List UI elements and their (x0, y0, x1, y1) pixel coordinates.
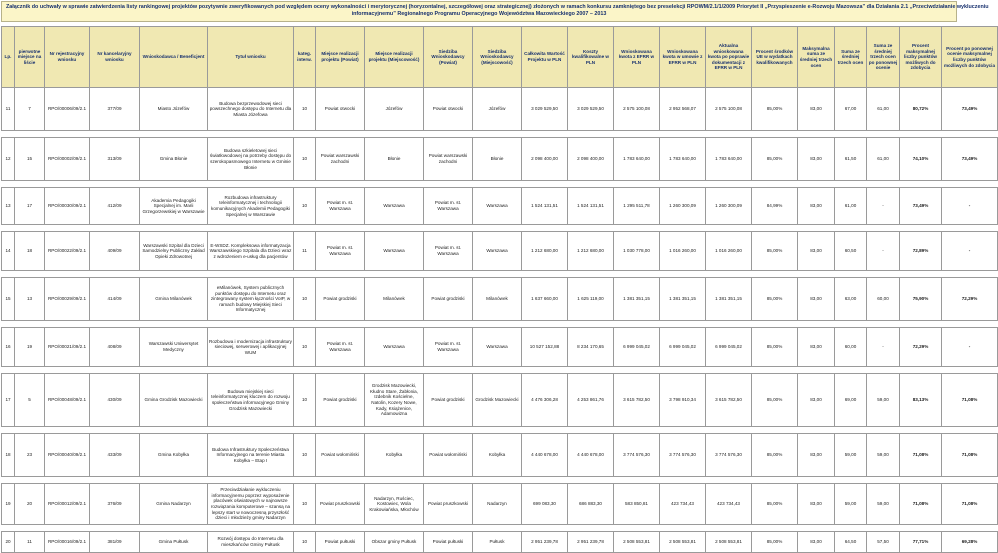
contract-efrr: 1 260 300,09 (660, 188, 706, 225)
project-title: Rozbudowa i modernizacja infrastruktury sieciowej, serwerowej i aplikacyjnej WUM (208, 328, 294, 367)
contract-efrr: 423 734,43 (660, 484, 706, 525)
project-locality: Warszawa (365, 328, 424, 367)
applicant-powiat: Powiat m. st. Warszawa (424, 188, 473, 225)
row-gap (2, 427, 998, 434)
column-header: Całkowita Wartość Projektu w PLN (522, 27, 568, 88)
ranking-table (1, 26, 998, 553)
original-position: 13 (15, 278, 45, 321)
score-percent-reassessed: - (942, 232, 998, 271)
eu-percent: 85,00% (752, 532, 798, 553)
max-score: 83,00 (798, 88, 835, 131)
row-number: 13 (2, 188, 15, 225)
column-header: Nr kancelaryjny wniosku (90, 27, 140, 88)
contract-efrr: 6 999 045,02 (660, 328, 706, 367)
project-powiat: Powiat otwocki (316, 88, 365, 131)
requested-efrr: 1 783 640,00 (614, 138, 660, 181)
applicant-powiat: Powiat grodziski (424, 374, 473, 427)
score-sum: 69,00 (835, 374, 867, 427)
requested-efrr: 3 774 576,30 (614, 434, 660, 477)
score-sum: 67,00 (835, 88, 867, 131)
current-efrr: 2 508 553,81 (706, 532, 752, 553)
applicant-powiat: Powiat m. st. Warszawa (424, 328, 473, 367)
requested-efrr: 1 030 778,00 (614, 232, 660, 271)
total-value: 1 212 680,00 (522, 232, 568, 271)
score-percent-reassessed: 69,28% (942, 532, 998, 553)
eu-percent: 84,99% (752, 188, 798, 225)
score-sum: 60,50 (835, 232, 867, 271)
registration-number: RPO/00048/09/2.1 (45, 374, 90, 427)
row-gap (2, 525, 998, 532)
total-value: 4 440 678,00 (522, 434, 568, 477)
applicant-powiat: Powiat pruszkowski (424, 484, 473, 525)
original-position: 11 (15, 532, 45, 553)
score-percent: 75,90% (900, 278, 942, 321)
intervention-category: 10 (294, 434, 316, 477)
requested-efrr: 2 508 553,81 (614, 532, 660, 553)
project-locality: Kobyłka (365, 434, 424, 477)
intervention-category: 11 (294, 232, 316, 271)
score-sum-reassessed: - (867, 328, 900, 367)
requested-efrr: 583 850,81 (614, 484, 660, 525)
score-percent-reassessed: 71,08% (942, 374, 998, 427)
row-number: 18 (2, 434, 15, 477)
eligible-costs: 2 951 239,78 (568, 532, 614, 553)
table-row (2, 484, 998, 525)
eligible-costs: 686 883,30 (568, 484, 614, 525)
score-percent: 74,10% (900, 138, 942, 181)
intervention-category: 10 (294, 484, 316, 525)
column-header: Miejsce realizacji projektu (Powiat) (316, 27, 365, 88)
applicant-name: Gmina Milanówek (140, 278, 208, 321)
project-locality: Milanówek (365, 278, 424, 321)
registration-number: RPO/00030/09/2.1 (45, 188, 90, 225)
max-score: 83,00 (798, 138, 835, 181)
requested-efrr: 6 999 045,02 (614, 328, 660, 367)
column-header: Siedziba Wnioskodawcy (Powiat) (424, 27, 473, 88)
column-header: Lp. (2, 27, 15, 88)
intervention-category: 10 (294, 374, 316, 427)
project-title: Rozwój dostępu do Internetu dla mieszkańców Gminy Pułtusk (208, 532, 294, 553)
score-sum-reassessed: 61,00 (867, 88, 900, 131)
row-gap (2, 271, 998, 278)
office-number: 377/09 (90, 88, 140, 131)
registration-number: RPO/00022/09/2.1 (45, 232, 90, 271)
eligible-costs: 4 253 861,76 (568, 374, 614, 427)
original-position: 15 (15, 138, 45, 181)
score-sum-reassessed: 60,00 (867, 278, 900, 321)
eu-percent: 85,00% (752, 232, 798, 271)
score-percent: 71,08% (900, 434, 942, 477)
applicant-name: Gmina Kobyłka (140, 434, 208, 477)
total-value: 3 029 529,50 (522, 88, 568, 131)
score-sum-reassessed: 59,00 (867, 374, 900, 427)
current-efrr: 1 783 640,00 (706, 138, 752, 181)
eu-percent: 85,00% (752, 484, 798, 525)
eu-percent: 85,00% (752, 374, 798, 427)
score-percent-reassessed: 71,08% (942, 484, 998, 525)
applicant-name: Akademia Pedagogiki Specjalnej im. Marii Grzegorzewskiej w Warszawie (140, 188, 208, 225)
project-title: Budowa Infrastruktury Społeczeństwa Informacyjnego na terenie Miasta Kobyłka – Etap I (208, 434, 294, 477)
applicant-powiat: Powiat otwocki (424, 88, 473, 131)
contract-efrr: 2 508 553,81 (660, 532, 706, 553)
eligible-costs: 4 440 678,00 (568, 434, 614, 477)
contract-efrr: 1 381 351,15 (660, 278, 706, 321)
applicant-name: Gmina Błonie (140, 138, 208, 181)
requested-efrr: 3 615 782,50 (614, 374, 660, 427)
current-efrr: 1 016 260,00 (706, 232, 752, 271)
requested-efrr: 1 295 511,78 (614, 188, 660, 225)
score-percent: 73,49% (900, 188, 942, 225)
score-percent-reassessed: 73,49% (942, 138, 998, 181)
column-header: Miejsce realizacji projektu (Miejscowość) (365, 27, 424, 88)
project-powiat: Powiat m. st. Warszawa (316, 232, 365, 271)
office-number: 313/09 (90, 138, 140, 181)
office-number: 409/09 (90, 232, 140, 271)
row-gap (2, 225, 998, 232)
applicant-name: Gmina Pułtusk (140, 532, 208, 553)
project-locality: Błonie (365, 138, 424, 181)
row-number: 17 (2, 374, 15, 427)
row-number: 12 (2, 138, 15, 181)
current-efrr: 1 381 351,15 (706, 278, 752, 321)
total-value: 10 527 152,88 (522, 328, 568, 367)
score-sum-reassessed: - (867, 232, 900, 271)
registration-number: RPO/00016/09/2.1 (45, 532, 90, 553)
score-sum: 60,00 (835, 328, 867, 367)
eligible-costs: 8 234 170,65 (568, 328, 614, 367)
total-value: 4 476 306,28 (522, 374, 568, 427)
applicant-name: Warszawski Uniwersytet Medyczny (140, 328, 208, 367)
project-powiat: Powiat m. st. Warszawa (316, 328, 365, 367)
project-title: Rozbudowa infrastruktury teleinformatycznej i technologii komunikacyjnych Akademii Pedagogiki Specjalnej w Warszawie (208, 188, 294, 225)
current-efrr: 2 575 100,08 (706, 88, 752, 131)
column-header: Wnioskowana kwota z EFRR w PLN (614, 27, 660, 88)
row-number: 19 (2, 484, 15, 525)
project-powiat: Powiat grodziski (316, 374, 365, 427)
score-percent: 77,71% (900, 532, 942, 553)
office-number: 408/09 (90, 328, 140, 367)
banner-line-2: informacyjnemu” Regionalnego Programu Operacyjnego Województwa Mazowieckiego 2007 – 2013 (351, 11, 607, 18)
requested-efrr: 2 575 100,08 (614, 88, 660, 131)
applicant-locality: Błonie (473, 138, 522, 181)
row-gap (2, 131, 998, 138)
score-sum: 64,50 (835, 532, 867, 553)
project-locality: Warszawa (365, 232, 424, 271)
score-percent: 71,08% (900, 484, 942, 525)
current-efrr: 3 615 782,50 (706, 374, 752, 427)
applicant-locality: Grodzisk Mazowiecki (473, 374, 522, 427)
original-position: 19 (15, 328, 45, 367)
project-locality: Józefów (365, 88, 424, 131)
max-score: 83,00 (798, 532, 835, 553)
applicant-locality: Warszawa (473, 232, 522, 271)
current-efrr: 423 734,43 (706, 484, 752, 525)
project-powiat: Powiat m. st. Warszawa (316, 188, 365, 225)
max-score: 83,00 (798, 232, 835, 271)
score-percent: 72,89% (900, 232, 942, 271)
intervention-category: 10 (294, 278, 316, 321)
total-value: 2 098 400,00 (522, 138, 568, 181)
column-header: Procent środków UE w wydatkach kwalifikowanych (752, 27, 798, 88)
applicant-name: Warszawski Szpital dla Dzieci Samodzielny Publiczny Zakład Opieki Zdrowotnej (140, 232, 208, 271)
project-powiat: Powiat pruszkowski (316, 484, 365, 525)
eu-percent: 85,00% (752, 88, 798, 131)
document-banner (1, 1, 989, 22)
row-number: 20 (2, 532, 15, 553)
table-row (2, 278, 998, 321)
score-percent: 72,29% (900, 328, 942, 367)
project-powiat: Powiat grodziski (316, 278, 365, 321)
applicant-locality: Pułtusk (473, 532, 522, 553)
project-locality: Warszawa (365, 188, 424, 225)
applicant-powiat: Powiat grodziski (424, 278, 473, 321)
applicant-name: Miasto Józefów (140, 88, 208, 131)
column-header: Tytuł wniosku (208, 27, 294, 88)
max-score: 83,00 (798, 328, 835, 367)
score-sum: 61,50 (835, 138, 867, 181)
row-gap (2, 367, 998, 374)
project-title: Budowa miejskiej sieci teleinformatycznej kluczem do rozwoju społeczeństwa informacyjnego Gminy Grodzisk Mazowiecki (208, 374, 294, 427)
intervention-category: 10 (294, 138, 316, 181)
registration-number: RPO/00040/09/2.1 (45, 434, 90, 477)
row-gap (2, 181, 998, 188)
current-efrr: 3 774 576,30 (706, 434, 752, 477)
column-header: Suma ze średniej trzech ocen (835, 27, 867, 88)
score-percent: 80,72% (900, 88, 942, 131)
table-row (2, 374, 998, 427)
column-header: Suma ze średniej trzech ocen po ponownej ocenie (867, 27, 900, 88)
score-sum-reassessed: - (867, 188, 900, 225)
row-number: 11 (2, 88, 15, 131)
project-powiat: Powiat warszawski zachodni (316, 138, 365, 181)
project-title: Budowa bezprzewodowej sieci powszechnego dostępu do Internetu dla Miasta Józefowa (208, 88, 294, 131)
current-efrr: 6 999 045,02 (706, 328, 752, 367)
max-score: 83,00 (798, 434, 835, 477)
applicant-locality: Warszawa (473, 328, 522, 367)
contract-efrr: 3 798 910,34 (660, 374, 706, 427)
registration-number: RPO/00012/09/2.1 (45, 484, 90, 525)
registration-number: RPO/00021/09/2.1 (45, 328, 90, 367)
registration-number: RPO/00006/09/2.1 (45, 88, 90, 131)
project-locality: Nadarzyn, Ruściec, Kostowiec, Wola Krakowiańska, Młochów (365, 484, 424, 525)
registration-number: RPO/00002/09/2.1 (45, 138, 90, 181)
score-percent-reassessed: 72,29% (942, 278, 998, 321)
contract-efrr: 3 774 576,30 (660, 434, 706, 477)
applicant-powiat: Powiat wołomiński (424, 434, 473, 477)
original-position: 18 (15, 232, 45, 271)
row-gap (2, 477, 998, 484)
column-header: Nr rejestracyjny wniosku (45, 27, 90, 88)
contract-efrr: 2 952 568,07 (660, 88, 706, 131)
intervention-category: 10 (294, 88, 316, 131)
office-number: 381/09 (90, 532, 140, 553)
applicant-locality: Józefów (473, 88, 522, 131)
max-score: 83,00 (798, 374, 835, 427)
intervention-category: 10 (294, 328, 316, 367)
project-title: Budowa szkieletowej sieci światłowodowej na potrzeby dostępu do szerokopasmowego Internetu w Gminie Błonie (208, 138, 294, 181)
total-value: 699 083,30 (522, 484, 568, 525)
applicant-locality: Warszawa (473, 188, 522, 225)
applicant-name: Gmina Nadarzyn (140, 484, 208, 525)
intervention-category: 10 (294, 532, 316, 553)
header-row (2, 27, 998, 88)
project-title: eMilanówek, System publicznych punktów dostępu do Internetu oraz zintegrowany system łączności VoIP, w ramach budowy Miejskiej Sieci Informatycznej (208, 278, 294, 321)
office-number: 414/09 (90, 278, 140, 321)
column-header: Aktualna wnioskowana kwota po poprawie dokumentacji z EFRR w PLN (706, 27, 752, 88)
applicant-name: Gmina Grodzisk Mazowiecki (140, 374, 208, 427)
table-row (2, 328, 998, 367)
applicant-powiat: Powiat m. st. Warszawa (424, 232, 473, 271)
project-powiat: Powiat wołomiński (316, 434, 365, 477)
max-score: 83,00 (798, 484, 835, 525)
table-row (2, 188, 998, 225)
score-sum-reassessed: 61,00 (867, 138, 900, 181)
column-header: Wnioskodawca / Beneficjent (140, 27, 208, 88)
project-locality: Grodzisk Mazowiecki, Kłudno Stare, Żabłonia, Izdebnik Kościelne, Natolin, Kozery Nowe, Kady, Książenice, Adamowizna (365, 374, 424, 427)
project-title: Przeciwdziałanie wykluczeniu informacyjnemu poprzez wyposażenie placówek oświatowych w najnowsze rozwiązania komputerowe – szansą na lepszy start w nowoczesną przyszłość dzieci i młodzieży gminy Nadarzyn (208, 484, 294, 525)
applicant-powiat: Powiat warszawski zachodni (424, 138, 473, 181)
column-header: Siedziba Wnioskodawcy (Miejscowość) (473, 27, 522, 88)
table-row (2, 232, 998, 271)
applicant-locality: Nadarzyn (473, 484, 522, 525)
original-position: 5 (15, 374, 45, 427)
score-sum: 63,00 (835, 278, 867, 321)
eligible-costs: 1 524 131,51 (568, 188, 614, 225)
score-sum-reassessed: 57,50 (867, 532, 900, 553)
column-header: Wnioskowana kwota w umowie z EFRR w PLN (660, 27, 706, 88)
score-sum: 59,00 (835, 484, 867, 525)
score-sum-reassessed: 59,00 (867, 484, 900, 525)
office-number: 412/09 (90, 188, 140, 225)
total-value: 1 524 131,51 (522, 188, 568, 225)
eligible-costs: 1 625 119,00 (568, 278, 614, 321)
original-position: 17 (15, 188, 45, 225)
eu-percent: 85,00% (752, 328, 798, 367)
table-row (2, 138, 998, 181)
score-percent-reassessed: - (942, 188, 998, 225)
intervention-category: 10 (294, 188, 316, 225)
row-number: 15 (2, 278, 15, 321)
score-percent-reassessed: - (942, 328, 998, 367)
column-header: pierwotne miejsce na liście (15, 27, 45, 88)
contract-efrr: 1 783 640,00 (660, 138, 706, 181)
project-powiat: Powiat pułtuski (316, 532, 365, 553)
office-number: 376/09 (90, 484, 140, 525)
original-position: 7 (15, 88, 45, 131)
score-sum-reassessed: 59,00 (867, 434, 900, 477)
requested-efrr: 1 381 351,15 (614, 278, 660, 321)
eu-percent: 85,00% (752, 138, 798, 181)
column-header: Koszty kwalifikowalne w PLN (568, 27, 614, 88)
eligible-costs: 1 212 680,00 (568, 232, 614, 271)
banner-line-1: Załącznik do uchwały w sprawie zatwierdzenia listy rankingowej projektów pozytywnie zweryfikowanych pod względem oceny wykonalności i merytorycznej (horyzontalnej, szczegółowej oraz strategicznej) złożonych w ramach konkursu zamkniętego bez preselekcji RPOWM/2.1/1/2009 Priorytet II „Przyspieszenie e-Rozwoju Mazowsza” dla Działania 2.1 „Przeciwdziałanie wykluczeniu (6, 4, 989, 10)
column-header: Procent maksymalnej liczby punktów możliwych do zdobycia (900, 27, 942, 88)
eligible-costs: 3 029 529,50 (568, 88, 614, 131)
eligible-costs: 2 098 400,00 (568, 138, 614, 181)
score-sum: 61,00 (835, 188, 867, 225)
row-number: 14 (2, 232, 15, 271)
score-percent: 83,13% (900, 374, 942, 427)
applicant-locality: Kobyłka (473, 434, 522, 477)
contract-efrr: 1 016 260,00 (660, 232, 706, 271)
current-efrr: 1 260 300,09 (706, 188, 752, 225)
column-header: kateg. interw. (294, 27, 316, 88)
score-percent-reassessed: 71,08% (942, 434, 998, 477)
applicant-locality: Milanówek (473, 278, 522, 321)
applicant-powiat: Powiat pułtuski (424, 532, 473, 553)
project-locality: Obszar gminy Pułtusk (365, 532, 424, 553)
total-value: 1 637 660,00 (522, 278, 568, 321)
column-header: Procent po ponownej ocenie maksymalnej liczby punktów możliwych do zdobycia (942, 27, 998, 88)
row-gap (2, 321, 998, 328)
office-number: 430/09 (90, 374, 140, 427)
original-position: 20 (15, 484, 45, 525)
row-number: 16 (2, 328, 15, 367)
project-title: E-WSDZ. Kompleksowa informatyzacja Warszawskiego Szpitala dla Dzieci wraz z wdrożeniem e-usług dla pacjentów (208, 232, 294, 271)
registration-number: RPO/00029/09/2.1 (45, 278, 90, 321)
score-percent-reassessed: 73,49% (942, 88, 998, 131)
column-header: Maksymalna suma ze średniej trzech ocen (798, 27, 835, 88)
eu-percent: 85,00% (752, 434, 798, 477)
table-row (2, 88, 998, 131)
table-row (2, 434, 998, 477)
max-score: 83,00 (798, 188, 835, 225)
score-sum: 59,00 (835, 434, 867, 477)
original-position: 23 (15, 434, 45, 477)
total-value: 2 951 239,78 (522, 532, 568, 553)
max-score: 83,00 (798, 278, 835, 321)
office-number: 433/09 (90, 434, 140, 477)
eu-percent: 85,00% (752, 278, 798, 321)
table-row (2, 532, 998, 553)
